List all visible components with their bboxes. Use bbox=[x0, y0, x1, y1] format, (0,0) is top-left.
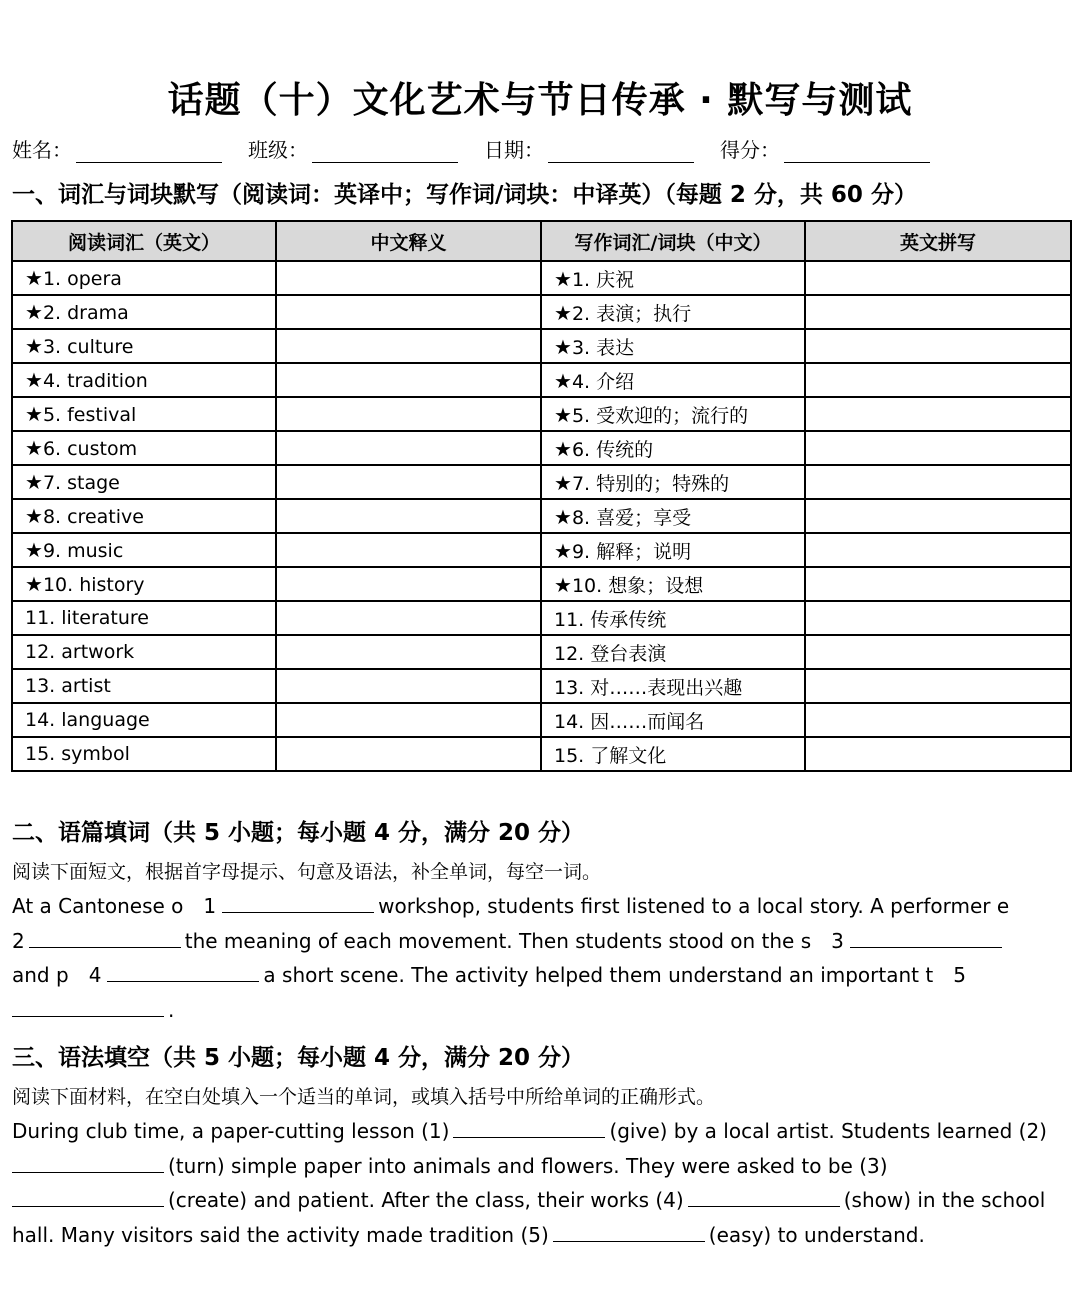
col-header-english-spelling: 英文拼写 bbox=[805, 221, 1071, 261]
word-text: 5. 受欢迎的；流行的 bbox=[571, 404, 749, 427]
english-spelling-answer-cell[interactable] bbox=[805, 397, 1071, 431]
section3-heading: 三、语法填空（共 5 小题；每小题 4 分，满分 20 分） bbox=[12, 1045, 585, 1071]
score-label: 得分： bbox=[720, 138, 780, 162]
star-icon: ★ bbox=[25, 334, 43, 358]
star-icon: ★ bbox=[25, 572, 43, 596]
chinese-meaning-answer-cell[interactable] bbox=[276, 567, 541, 601]
question-number: 3 bbox=[831, 928, 844, 953]
table-row bbox=[12, 703, 1071, 737]
chinese-meaning-answer-cell[interactable] bbox=[276, 533, 541, 567]
reading-word-cell bbox=[12, 431, 276, 465]
reading-word-cell bbox=[12, 261, 276, 295]
page-title: 话题（十）文化艺术与节日传承 · 默写与测试 bbox=[167, 80, 913, 121]
star-icon: ★ bbox=[554, 334, 572, 359]
word-text: 13. 对……表现出兴趣 bbox=[554, 676, 743, 699]
english-spelling-answer-cell[interactable] bbox=[805, 329, 1071, 363]
table-row bbox=[12, 669, 1071, 703]
star-icon: ★ bbox=[554, 470, 572, 495]
score-blank[interactable] bbox=[784, 140, 930, 163]
reading-word-cell bbox=[12, 567, 276, 601]
date-blank[interactable] bbox=[548, 140, 694, 163]
table-row bbox=[12, 431, 1071, 465]
passage-text: . bbox=[168, 997, 175, 1022]
english-spelling-answer-cell[interactable] bbox=[805, 635, 1071, 669]
section1-heading: 一、词汇与词块默写（阅读词：英译中；写作词/词块：中译英）（每题 2 分，共 60 分） bbox=[12, 182, 917, 208]
word-text: 4. tradition bbox=[42, 370, 148, 392]
english-spelling-answer-cell[interactable] bbox=[805, 499, 1071, 533]
table-row bbox=[12, 567, 1071, 601]
name-field bbox=[12, 134, 222, 163]
word-text: 1. opera bbox=[42, 268, 122, 290]
english-spelling-answer-cell[interactable] bbox=[805, 465, 1071, 499]
writing-word-cell bbox=[541, 635, 805, 669]
passage-text: the meaning of each movement. Then students stood on the s bbox=[184, 928, 812, 953]
word-text: 9. 解释；说明 bbox=[571, 540, 692, 563]
chinese-meaning-answer-cell[interactable] bbox=[276, 465, 541, 499]
reading-word-cell bbox=[12, 465, 276, 499]
answer-blank-1[interactable] bbox=[222, 892, 374, 913]
english-spelling-answer-cell[interactable] bbox=[805, 567, 1071, 601]
english-spelling-answer-cell[interactable] bbox=[805, 601, 1071, 635]
table-row bbox=[12, 363, 1071, 397]
star-icon: ★ bbox=[25, 266, 43, 290]
english-spelling-answer-cell[interactable] bbox=[805, 669, 1071, 703]
reading-word-cell bbox=[12, 499, 276, 533]
writing-word-cell bbox=[541, 363, 805, 397]
table-header-row bbox=[12, 221, 1071, 261]
answer-blank-2[interactable] bbox=[29, 927, 181, 948]
table-row bbox=[12, 329, 1071, 363]
question-number: 4 bbox=[88, 963, 102, 987]
word-text: 2. 表演；执行 bbox=[571, 302, 692, 325]
star-icon: ★ bbox=[25, 470, 43, 494]
star-icon: ★ bbox=[554, 538, 572, 563]
english-spelling-answer-cell[interactable] bbox=[805, 261, 1071, 295]
chinese-meaning-answer-cell[interactable] bbox=[276, 601, 541, 635]
passage-text: and p bbox=[12, 963, 69, 987]
word-text: 2. drama bbox=[42, 302, 129, 324]
reading-word-cell bbox=[12, 329, 276, 363]
question-number: 5 bbox=[953, 963, 966, 987]
english-spelling-answer-cell[interactable] bbox=[805, 295, 1071, 329]
word-text: 13. artist bbox=[25, 675, 111, 697]
writing-word-cell bbox=[541, 295, 805, 329]
answer-blank-4[interactable] bbox=[107, 961, 259, 982]
chinese-meaning-answer-cell[interactable] bbox=[276, 635, 541, 669]
word-text: 11. literature bbox=[25, 607, 149, 629]
writing-word-cell bbox=[541, 669, 805, 703]
word-text: 10. history bbox=[42, 574, 145, 596]
grammar-blank-2[interactable] bbox=[12, 1152, 164, 1173]
table-row bbox=[12, 601, 1071, 635]
english-spelling-answer-cell[interactable] bbox=[805, 533, 1071, 567]
word-text: 12. artwork bbox=[25, 641, 135, 663]
passage-text: (create) and patient. After the class, their works (4) bbox=[168, 1188, 684, 1212]
reading-word-cell bbox=[12, 635, 276, 669]
question-number: 2 bbox=[12, 928, 25, 953]
passage-text: (give) by a local artist. Students learned (2) bbox=[609, 1119, 1047, 1143]
class-label: 班级： bbox=[248, 138, 308, 162]
date-label: 日期： bbox=[484, 138, 544, 162]
word-text: 9. music bbox=[42, 540, 124, 562]
chinese-meaning-answer-cell[interactable] bbox=[276, 703, 541, 737]
word-text: 6. 传统的 bbox=[571, 438, 654, 461]
name-blank[interactable] bbox=[76, 140, 222, 163]
class-field bbox=[248, 134, 458, 163]
passage-text: workshop, students first listened to a local story. A performer e bbox=[378, 894, 1010, 918]
word-text: 10. 想象；设想 bbox=[571, 574, 704, 597]
passage-text: During club time, a paper-cutting lesson (1) bbox=[12, 1119, 450, 1143]
passage-text: (easy) to understand. bbox=[708, 1222, 925, 1247]
vocabulary-table bbox=[11, 220, 1072, 772]
reading-word-cell bbox=[12, 397, 276, 431]
writing-word-cell bbox=[541, 465, 805, 499]
chinese-meaning-answer-cell[interactable] bbox=[276, 329, 541, 363]
score-field bbox=[720, 134, 930, 163]
english-spelling-answer-cell[interactable] bbox=[805, 737, 1071, 771]
table-row bbox=[12, 737, 1071, 771]
chinese-meaning-answer-cell[interactable] bbox=[276, 499, 541, 533]
word-text: 1. 庆祝 bbox=[571, 268, 635, 291]
reading-word-cell bbox=[12, 533, 276, 567]
chinese-meaning-answer-cell[interactable] bbox=[276, 397, 541, 431]
word-text: 15. 了解文化 bbox=[554, 744, 667, 767]
passage-text: a short scene. The activity helped them understand an important t bbox=[263, 963, 934, 987]
star-icon: ★ bbox=[554, 402, 572, 427]
chinese-meaning-answer-cell[interactable] bbox=[276, 737, 541, 771]
answer-blank-5[interactable] bbox=[12, 996, 164, 1017]
star-icon: ★ bbox=[25, 504, 43, 528]
reading-word-cell bbox=[12, 295, 276, 329]
section2-heading: 二、语篇填词（共 5 小题；每小题 4 分，满分 20 分） bbox=[12, 820, 585, 846]
star-icon: ★ bbox=[25, 538, 43, 562]
chinese-meaning-answer-cell[interactable] bbox=[276, 261, 541, 295]
word-text: 14. 因……而闻名 bbox=[554, 710, 705, 733]
word-text: 8. 喜爱；享受 bbox=[571, 506, 692, 529]
star-icon: ★ bbox=[554, 368, 572, 393]
table-row bbox=[12, 261, 1071, 295]
col-header-writing-word: 写作词汇/词块（中文） bbox=[541, 221, 805, 261]
answer-blank-3[interactable] bbox=[850, 927, 1002, 948]
chinese-meaning-answer-cell[interactable] bbox=[276, 295, 541, 329]
writing-word-cell bbox=[541, 601, 805, 635]
english-spelling-answer-cell[interactable] bbox=[805, 703, 1071, 737]
word-text: 14. language bbox=[25, 709, 150, 731]
english-spelling-answer-cell[interactable] bbox=[805, 431, 1071, 465]
word-text: 3. culture bbox=[42, 336, 134, 358]
word-text: 7. 特别的；特殊的 bbox=[571, 472, 730, 495]
star-icon: ★ bbox=[25, 300, 43, 324]
vocabulary-table-body bbox=[12, 261, 1071, 771]
word-text: 7. stage bbox=[42, 472, 120, 494]
name-label: 姓名： bbox=[12, 138, 72, 162]
student-info-row bbox=[12, 134, 1072, 163]
word-text: 12. 登台表演 bbox=[554, 642, 667, 665]
writing-word-cell bbox=[541, 329, 805, 363]
passage-text: (turn) simple paper into animals and flowers. They were asked to be (3) bbox=[168, 1153, 888, 1178]
word-text: 5. festival bbox=[42, 404, 137, 426]
star-icon: ★ bbox=[554, 504, 572, 529]
table-row bbox=[12, 533, 1071, 567]
grammar-blank-5[interactable] bbox=[553, 1221, 705, 1242]
grammar-blank-3[interactable] bbox=[12, 1186, 164, 1207]
word-text: 11. 传承传统 bbox=[554, 608, 667, 631]
reading-word-cell bbox=[12, 601, 276, 635]
writing-word-cell bbox=[541, 533, 805, 567]
english-spelling-answer-cell[interactable] bbox=[805, 363, 1071, 397]
writing-word-cell bbox=[541, 703, 805, 737]
writing-word-cell bbox=[541, 737, 805, 771]
star-icon: ★ bbox=[554, 266, 572, 291]
star-icon: ★ bbox=[554, 300, 572, 325]
passage-text: At a Cantonese o bbox=[12, 894, 184, 918]
reading-word-cell bbox=[12, 703, 276, 737]
word-text: 6. custom bbox=[42, 438, 138, 460]
col-header-reading-word: 阅读词汇（英文） bbox=[12, 221, 276, 261]
reading-word-cell bbox=[12, 737, 276, 771]
col-header-chinese-meaning: 中文释义 bbox=[276, 221, 541, 261]
star-icon: ★ bbox=[25, 402, 43, 426]
writing-word-cell bbox=[541, 567, 805, 601]
reading-word-cell bbox=[12, 669, 276, 703]
date-field bbox=[484, 134, 694, 163]
class-blank[interactable] bbox=[312, 140, 458, 163]
table-row bbox=[12, 295, 1071, 329]
table-row bbox=[12, 465, 1071, 499]
word-text: 15. symbol bbox=[25, 743, 130, 765]
section3-passage bbox=[12, 1114, 1068, 1252]
chinese-meaning-answer-cell[interactable] bbox=[276, 431, 541, 465]
chinese-meaning-answer-cell[interactable] bbox=[276, 669, 541, 703]
section3-instruction: 阅读下面材料，在空白处填入一个适当的单词，或填入括号中所给单词的正确形式。 bbox=[12, 1086, 716, 1108]
table-row bbox=[12, 397, 1071, 431]
star-icon: ★ bbox=[554, 436, 572, 461]
word-text: 4. 介绍 bbox=[571, 370, 635, 393]
grammar-blank-1[interactable] bbox=[453, 1117, 605, 1138]
word-text: 3. 表达 bbox=[571, 336, 635, 359]
table-row bbox=[12, 499, 1071, 533]
writing-word-cell bbox=[541, 499, 805, 533]
word-text: 8. creative bbox=[42, 506, 144, 528]
writing-word-cell bbox=[541, 431, 805, 465]
reading-word-cell bbox=[12, 363, 276, 397]
table-row bbox=[12, 635, 1071, 669]
writing-word-cell bbox=[541, 261, 805, 295]
passage-text: (show) in the school hall. Many visitors said the activity made tradition (5) bbox=[12, 1188, 1046, 1247]
section2-instruction: 阅读下面短文，根据首字母提示、句意及语法，补全单词，每空一词。 bbox=[12, 861, 602, 883]
writing-word-cell bbox=[541, 397, 805, 431]
question-number: 1 bbox=[203, 894, 217, 918]
chinese-meaning-answer-cell[interactable] bbox=[276, 363, 541, 397]
grammar-blank-4[interactable] bbox=[688, 1186, 840, 1207]
star-icon: ★ bbox=[25, 368, 43, 392]
section2-passage bbox=[12, 889, 1068, 1027]
star-icon: ★ bbox=[554, 572, 572, 597]
star-icon: ★ bbox=[25, 436, 43, 460]
